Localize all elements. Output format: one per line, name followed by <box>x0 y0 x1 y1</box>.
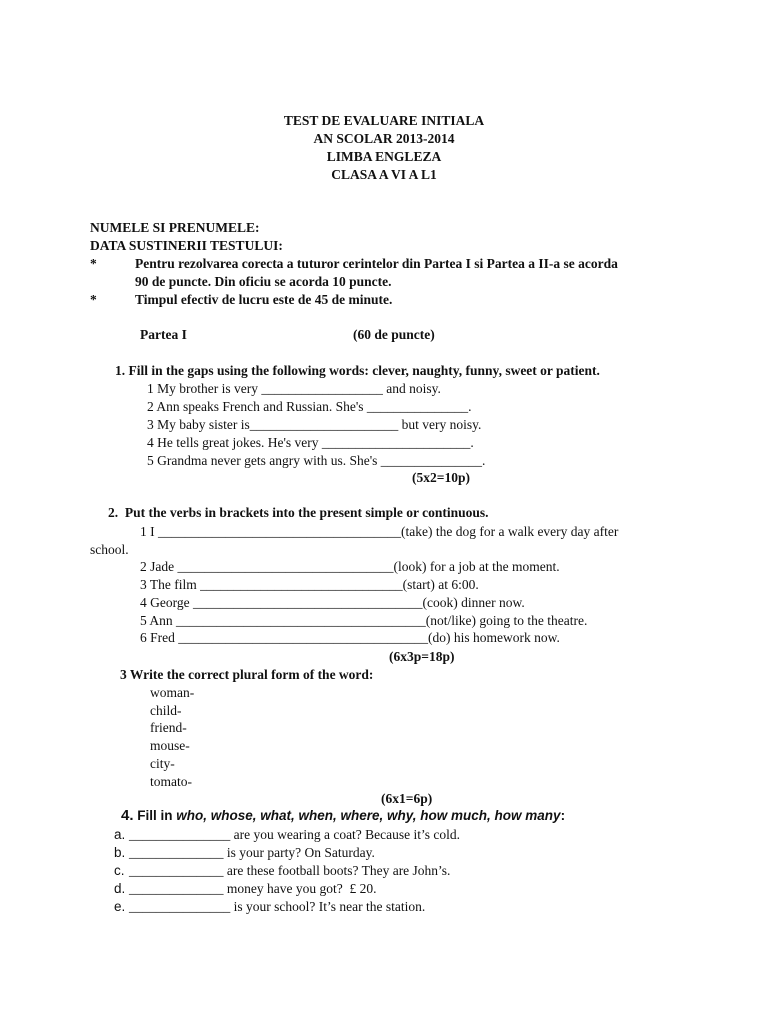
ex3-word: child- <box>150 703 182 718</box>
ex3-score: (6x1=6p) <box>381 791 433 806</box>
ex3-word: mouse- <box>150 738 190 753</box>
ex2-score: (6x3p=18p) <box>389 649 455 664</box>
ex2-item: 3 The film ______________________________(start) at 6:00. <box>140 577 479 592</box>
header-class: CLASA A VI A L1 <box>331 167 437 182</box>
ex4-marker: e. <box>114 899 126 914</box>
ex4-item: _______________ is your school? It’s near the station. <box>129 899 426 914</box>
ex1-item: 1 My brother is very __________________ and noisy. <box>147 381 441 396</box>
ex1-item: 4 He tells great jokes. He's very ______________________. <box>147 435 474 450</box>
ex2-item: 1 I ____________________________________(take) the dog for a walk every day after <box>140 524 619 539</box>
ex4-title-words: who, whose, what, when, where, why, how much, how many <box>176 808 561 823</box>
ex3-word: city- <box>150 756 175 771</box>
date-label: DATA SUSTINERII TESTULUI: <box>90 238 283 253</box>
ex1-score: (5x2=10p) <box>412 470 470 485</box>
note-1-line-1: Pentru rezolvarea corecta a tuturor cerintelor din Partea I si Partea a II-a se acorda <box>135 256 618 271</box>
ex2-item-continued: school. <box>90 542 129 557</box>
ex4-item: ______________ is your party? On Saturday. <box>129 845 375 860</box>
part-points: (60 de puncte) <box>353 327 435 342</box>
ex1-item: 5 Grandma never gets angry with us. She's _______________. <box>147 453 486 468</box>
bullet-2: * <box>90 292 97 307</box>
ex4-title-post: : <box>560 808 566 823</box>
header-subject: LIMBA ENGLEZA <box>326 149 442 164</box>
ex4-item: ______________ money have you got? £ 20. <box>129 881 377 896</box>
ex4-title-pre: Fill in <box>133 808 177 823</box>
ex1-item: 3 My baby sister is______________________ but very noisy. <box>147 417 482 432</box>
part-label: Partea I <box>140 327 187 342</box>
header-title: TEST DE EVALUARE INITIALA <box>283 113 485 128</box>
ex1-item: 2 Ann speaks French and Russian. She's _______________. <box>147 399 472 414</box>
ex2-item: 5 Ann _____________________________________(not/like) going to the theatre. <box>140 613 588 628</box>
ex2-item: 4 George __________________________________(cook) dinner now. <box>140 595 525 610</box>
ex4-marker: d. <box>114 881 126 896</box>
ex4-title-number: 4. <box>121 807 134 824</box>
ex3-word: friend- <box>150 720 187 735</box>
ex2-title: 2. Put the verbs in brackets into the present simple or continuous. <box>108 505 489 520</box>
ex3-word: woman- <box>150 685 195 700</box>
ex4-marker: c. <box>114 863 125 878</box>
ex4-title <box>121 807 565 825</box>
bullet-1: * <box>90 256 97 271</box>
ex3-word: tomato- <box>150 774 192 789</box>
ex4-item: _______________ are you wearing a coat? Because it’s cold. <box>129 827 461 842</box>
ex1-title: 1. Fill in the gaps using the following words: clever, naughty, funny, sweet or patient. <box>115 363 600 378</box>
note-2: Timpul efectiv de lucru este de 45 de minute. <box>135 292 393 307</box>
header-school-year: AN SCOLAR 2013-2014 <box>313 131 455 146</box>
ex4-marker: b. <box>114 845 126 860</box>
ex3-title: 3 Write the correct plural form of the word: <box>120 667 374 682</box>
ex4-item: ______________ are these football boots? They are John’s. <box>129 863 451 878</box>
name-label: NUMELE SI PRENUMELE: <box>90 220 260 235</box>
note-1-line-2: 90 de puncte. Din oficiu se acorda 10 puncte. <box>135 274 392 289</box>
ex2-item: 2 Jade ________________________________(look) for a job at the moment. <box>140 559 560 574</box>
ex4-marker: a. <box>114 827 126 842</box>
ex2-item: 6 Fred _____________________________________(do) his homework now. <box>140 630 560 645</box>
